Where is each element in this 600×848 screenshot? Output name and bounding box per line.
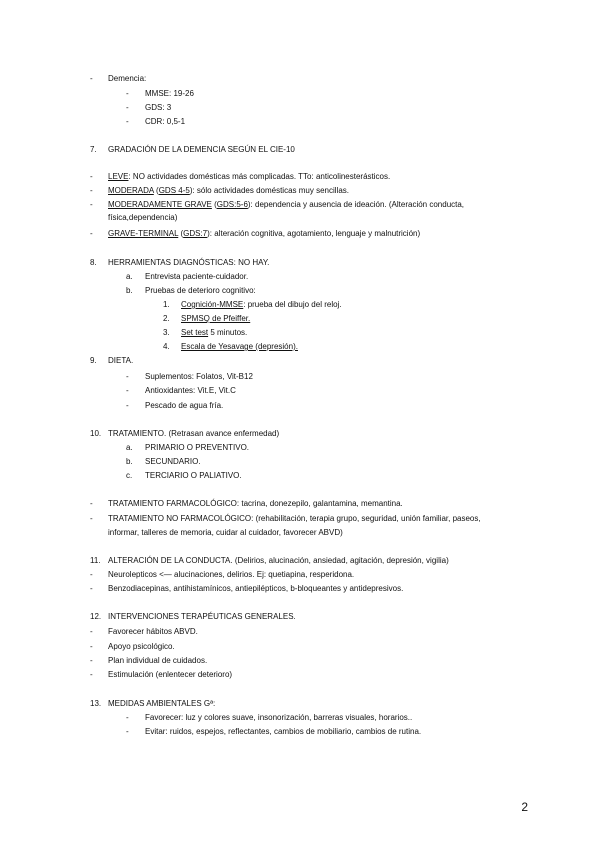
section-number: 12. xyxy=(90,612,102,621)
list-item: TRATAMIENTO FARMACOLÓGICO: tacrina, donezepilo, galantamina, memantina. xyxy=(108,499,403,508)
modgrave-gds: GDS:5-6 xyxy=(216,200,248,209)
list-item: Antioxidantes: Vit.E, Vit.C xyxy=(145,386,236,395)
bullet: - xyxy=(126,372,129,381)
list-item: GDS: 3 xyxy=(145,103,172,112)
list-marker: b. xyxy=(126,457,133,466)
list-item: Entrevista paciente-cuidador. xyxy=(145,272,249,281)
list-item: Pruebas de deterioro cognitivo: xyxy=(145,286,256,295)
bullet: - xyxy=(90,186,93,195)
section-number: 9. xyxy=(90,356,97,365)
list-item: TERCIARIO O PALIATIVO. xyxy=(145,471,242,480)
list-item: CDR: 0,5-1 xyxy=(145,117,186,126)
dementia-title: Demencia: xyxy=(108,74,147,83)
test-item xyxy=(181,313,250,324)
list-marker: 1. xyxy=(163,300,170,309)
modgrave-text: ): dependencia y ausencia de ideación. (Alteración conducta, xyxy=(247,200,465,209)
moderadamente-grave-line xyxy=(108,199,464,210)
list-item: SECUNDARIO. xyxy=(145,457,201,466)
test-label: Cognición-MMSE xyxy=(181,300,244,309)
list-item: Evitar: ruidos, espejos, reflectantes, cambios de mobiliario, cambios de rutina. xyxy=(145,727,422,736)
list-item: PRIMARIO O PREVENTIVO. xyxy=(145,443,250,452)
list-item: Estimulación (enlentecer deterioro) xyxy=(108,670,233,679)
bullet: - xyxy=(126,103,129,112)
list-item: Suplementos: Folatos, Vit-B12 xyxy=(145,372,253,381)
section-title: HERRAMIENTAS DIAGNÓSTICAS: NO HAY. xyxy=(108,258,270,267)
section-number: 11. xyxy=(90,556,101,565)
bullet: - xyxy=(126,727,129,736)
list-item-continuation: informar, talleres de memoria, cuidar al cuidador, favorecer ABVD) xyxy=(108,528,343,537)
list-marker: 2. xyxy=(163,314,170,323)
leve-text: : NO actividades domésticas más complicadas. TTo: anticolinesterásticos. xyxy=(128,172,391,181)
grave-label: GRAVE-TERMINAL xyxy=(108,229,179,238)
section-title: MEDIDAS AMBIENTALES Gª: xyxy=(108,699,216,708)
list-item: Apoyo psicológico. xyxy=(108,642,175,651)
section-number: 13. xyxy=(90,699,102,708)
bullet: - xyxy=(90,642,93,651)
moderada-gds: GDS 4-5 xyxy=(158,186,190,195)
section-title: GRADACIÓN DE LA DEMENCIA SEGÚN EL CIE-10 xyxy=(108,145,295,154)
section-number: 10. xyxy=(90,429,102,438)
bullet: - xyxy=(90,74,93,83)
list-item: Plan individual de cuidados. xyxy=(108,656,208,665)
bullet: - xyxy=(90,627,93,636)
moderada-text: ): sólo actividades domésticas muy sencillas. xyxy=(189,186,349,195)
grave-gds: GDS:7 xyxy=(183,229,208,238)
list-item: TRATAMIENTO NO FARMACOLÓGICO: (rehabilitación, terapia grupo, seguridad, unión familiar, paseos, xyxy=(108,514,481,523)
list-item: Favorecer: luz y colores suave, insonorización, barreras visuales, horarios.. xyxy=(145,713,413,722)
bullet: - xyxy=(126,713,129,722)
bullet: - xyxy=(90,514,93,523)
list-marker: 3. xyxy=(163,328,170,337)
bullet: - xyxy=(90,229,93,238)
test-label: Escala de Yesavage (depresión). xyxy=(181,342,298,351)
test-item xyxy=(181,341,298,352)
list-item: Benzodiacepinas, antihistamínicos, antiepilépticos, b-bloqueantes y antidepresivos. xyxy=(108,584,404,593)
moderada-line xyxy=(108,185,349,196)
moderada-label: MODERADA xyxy=(108,186,154,195)
paren: ( xyxy=(153,186,159,195)
leve-label: LEVE xyxy=(108,172,129,181)
paren: ( xyxy=(178,229,184,238)
bullet: - xyxy=(126,117,129,126)
test-item xyxy=(181,299,342,310)
grave-terminal-line xyxy=(108,228,420,239)
test-label: Set test xyxy=(181,328,209,337)
bullet: - xyxy=(90,656,93,665)
bullet: - xyxy=(126,401,129,410)
bullet: - xyxy=(90,200,93,209)
list-marker: a. xyxy=(126,272,133,281)
section-number: 8. xyxy=(90,258,97,267)
list-marker: 4. xyxy=(163,342,170,351)
leve-line xyxy=(108,171,390,182)
section-title: INTERVENCIONES TERAPÉUTICAS GENERALES. xyxy=(108,612,296,621)
section-title: TRATAMIENTO. (Retrasan avance enfermedad) xyxy=(108,429,280,438)
bullet: - xyxy=(90,172,93,181)
test-text: : prueba del dibujo del reloj. xyxy=(243,300,342,309)
test-text: 5 minutos. xyxy=(208,328,248,337)
bullet: - xyxy=(90,670,93,679)
bullet: - xyxy=(90,570,93,579)
bullet: - xyxy=(90,584,93,593)
bullet: - xyxy=(126,386,129,395)
bullet: - xyxy=(90,499,93,508)
paren: ( xyxy=(211,200,217,209)
list-item: MMSE: 19-26 xyxy=(145,89,194,98)
modgrave-label: MODERADAMENTE GRAVE xyxy=(108,200,212,209)
section-number: 7. xyxy=(90,145,97,154)
list-marker: c. xyxy=(126,471,133,480)
test-item xyxy=(181,327,247,338)
grave-text: ): alteración cognitiva, agotamiento, lenguaje y malnutrición) xyxy=(207,229,421,238)
list-marker: a. xyxy=(126,443,133,452)
page-number: 2 xyxy=(521,800,528,814)
bullet: - xyxy=(126,89,129,98)
section-title: DIETA. xyxy=(108,356,134,365)
modgrave-continuation: física,dependencia) xyxy=(108,213,178,222)
list-item: Favorecer hábitos ABVD. xyxy=(108,627,198,636)
list-item: Pescado de agua fría. xyxy=(145,401,224,410)
list-item: Neurolepticos <— alucinaciones, delirios. Ej: quetiapina, resperidona. xyxy=(108,570,355,579)
section-title: ALTERACIÓN DE LA CONDUCTA. (Delirios, alucinación, ansiedad, agitación, depresión, vigilia) xyxy=(108,556,449,565)
test-label: SPMSQ de Pfeiffer. xyxy=(181,314,251,323)
list-marker: b. xyxy=(126,286,133,295)
